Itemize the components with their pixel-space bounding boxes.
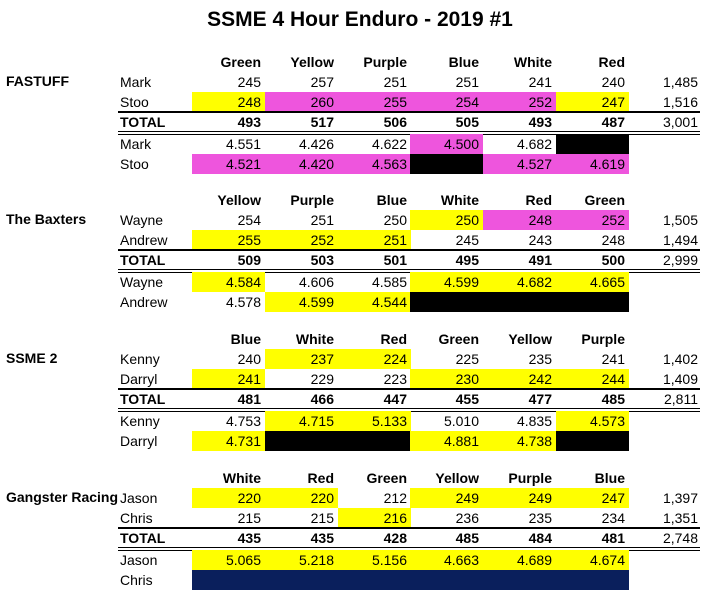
column-header: Purple bbox=[581, 331, 625, 347]
column-header: Green bbox=[584, 192, 625, 208]
lap-count-cell: 244 bbox=[556, 369, 629, 389]
team-name: FASTUFF bbox=[6, 73, 69, 89]
column-header-row bbox=[0, 468, 720, 488]
lap-time-cell: 4.835 bbox=[516, 413, 552, 429]
team-section bbox=[0, 52, 720, 177]
times-row bbox=[0, 550, 720, 570]
driver-total: 1,402 bbox=[662, 351, 698, 367]
lap-count-cell: 251 bbox=[383, 74, 407, 90]
total-cell: 493 bbox=[237, 114, 261, 130]
driver-total: 1,397 bbox=[662, 490, 698, 506]
driver-total: 1,516 bbox=[662, 94, 698, 110]
grand-total: 2,811 bbox=[664, 391, 698, 407]
lap-time-cell bbox=[410, 292, 483, 312]
lap-count-cell: 260 bbox=[265, 92, 338, 112]
driver-name: Wayne bbox=[120, 212, 164, 228]
lap-time-cell bbox=[338, 431, 411, 451]
times-row bbox=[0, 411, 720, 431]
total-cell: 517 bbox=[310, 114, 334, 130]
driver-total: 1,505 bbox=[662, 212, 698, 228]
total-label: TOTAL bbox=[120, 391, 166, 407]
lap-time-cell: 4.715 bbox=[265, 411, 338, 431]
laps-row bbox=[0, 92, 720, 112]
lap-time-cell: 4.663 bbox=[410, 550, 483, 570]
lap-time-cell: 4.563 bbox=[338, 154, 411, 174]
times-row bbox=[0, 292, 720, 312]
lap-count-cell: 224 bbox=[338, 349, 411, 369]
times-row bbox=[0, 570, 720, 590]
lap-time-cell bbox=[265, 570, 338, 590]
column-header: White bbox=[295, 331, 334, 347]
lap-count-cell: 234 bbox=[601, 510, 625, 526]
lap-count-cell: 247 bbox=[556, 92, 629, 112]
lap-time-cell: 4.585 bbox=[371, 274, 407, 290]
total-row bbox=[0, 250, 720, 270]
times-row bbox=[0, 272, 720, 292]
laps-row bbox=[0, 72, 720, 92]
lap-count-cell: 229 bbox=[310, 371, 334, 387]
column-header: Red bbox=[598, 54, 625, 70]
lap-time-cell: 4.584 bbox=[192, 272, 265, 292]
column-header: Yellow bbox=[290, 54, 334, 70]
lap-count-cell: 240 bbox=[237, 351, 261, 367]
lap-time-cell: 5.218 bbox=[265, 550, 338, 570]
lap-count-cell: 240 bbox=[601, 74, 625, 90]
lap-time-cell bbox=[338, 570, 411, 590]
page-title: SSME 4 Hour Enduro - 2019 #1 bbox=[207, 8, 513, 31]
lap-time-cell: 4.573 bbox=[556, 411, 629, 431]
driver-name: Mark bbox=[120, 136, 152, 152]
total-cell: 495 bbox=[455, 252, 479, 268]
lap-count-cell: 250 bbox=[410, 210, 483, 230]
lap-count-cell: 248 bbox=[192, 92, 265, 112]
lap-time-cell bbox=[265, 431, 338, 451]
total-cell: 491 bbox=[528, 252, 552, 268]
times-row bbox=[0, 134, 720, 154]
driver-name: Stoo bbox=[120, 94, 149, 110]
column-header: White bbox=[222, 470, 261, 486]
lap-time-cell: 4.606 bbox=[298, 274, 334, 290]
lap-count-cell: 212 bbox=[383, 490, 407, 506]
lap-count-cell: 235 bbox=[528, 351, 552, 367]
lap-time-cell: 4.881 bbox=[410, 431, 483, 451]
lap-count-cell: 251 bbox=[338, 230, 411, 250]
total-cell: 455 bbox=[455, 391, 479, 407]
team-name: SSME 2 bbox=[6, 350, 58, 366]
total-row bbox=[0, 112, 720, 132]
lap-count-cell: 257 bbox=[310, 74, 334, 90]
lap-time-cell: 4.682 bbox=[483, 272, 556, 292]
lap-time-cell bbox=[192, 570, 265, 590]
lap-count-cell: 241 bbox=[192, 369, 265, 389]
lap-time-cell: 4.689 bbox=[483, 550, 556, 570]
times-row bbox=[0, 154, 720, 174]
total-label: TOTAL bbox=[120, 530, 166, 546]
column-header: Yellow bbox=[508, 331, 552, 347]
lap-time-cell: 4.426 bbox=[298, 136, 334, 152]
lap-count-cell: 249 bbox=[410, 488, 483, 508]
total-cell: 428 bbox=[383, 530, 407, 546]
lap-time-cell bbox=[410, 154, 483, 174]
lap-count-cell: 245 bbox=[237, 74, 261, 90]
total-row bbox=[0, 528, 720, 548]
lap-count-cell: 236 bbox=[455, 510, 479, 526]
lap-time-cell bbox=[410, 570, 483, 590]
column-header: Purple bbox=[363, 54, 407, 70]
lap-count-cell: 252 bbox=[483, 92, 556, 112]
lap-time-cell: 4.753 bbox=[225, 413, 261, 429]
column-header: White bbox=[440, 192, 479, 208]
lap-count-cell: 250 bbox=[383, 212, 407, 228]
lap-time-cell: 4.674 bbox=[556, 550, 629, 570]
lap-count-cell: 248 bbox=[483, 210, 556, 230]
total-cell: 506 bbox=[383, 114, 407, 130]
lap-time-cell: 4.420 bbox=[265, 154, 338, 174]
total-cell: 487 bbox=[601, 114, 625, 130]
column-header: Purple bbox=[290, 192, 334, 208]
lap-time-cell: 5.156 bbox=[338, 550, 411, 570]
driver-total: 1,409 bbox=[662, 371, 698, 387]
total-label: TOTAL bbox=[120, 252, 166, 268]
lap-time-cell bbox=[483, 570, 556, 590]
column-header: Red bbox=[307, 470, 334, 486]
driver-total: 1,494 bbox=[662, 232, 698, 248]
column-header: Blue bbox=[230, 331, 261, 347]
lap-count-cell: 249 bbox=[483, 488, 556, 508]
lap-time-cell: 4.578 bbox=[225, 294, 261, 310]
driver-total: 1,485 bbox=[662, 74, 698, 90]
column-header: Yellow bbox=[217, 192, 261, 208]
driver-name: Chris bbox=[120, 510, 153, 526]
lap-count-cell: 251 bbox=[310, 212, 334, 228]
column-header: Blue bbox=[594, 470, 625, 486]
total-cell: 485 bbox=[601, 391, 625, 407]
lap-count-cell: 237 bbox=[265, 349, 338, 369]
lap-count-cell: 252 bbox=[556, 210, 629, 230]
column-header-row bbox=[0, 52, 720, 72]
column-header: Blue bbox=[376, 192, 407, 208]
lap-time-cell: 4.619 bbox=[556, 154, 629, 174]
lap-count-cell: 223 bbox=[383, 371, 407, 387]
laps-row bbox=[0, 349, 720, 369]
total-cell: 481 bbox=[601, 530, 625, 546]
lap-time-cell: 5.010 bbox=[443, 413, 479, 429]
driver-name: Kenny bbox=[120, 413, 160, 429]
lap-count-cell: 235 bbox=[528, 510, 552, 526]
lap-time-cell: 4.551 bbox=[225, 136, 261, 152]
lap-count-cell: 241 bbox=[528, 74, 552, 90]
total-cell: 477 bbox=[528, 391, 552, 407]
total-cell: 503 bbox=[310, 252, 334, 268]
lap-count-cell: 215 bbox=[237, 510, 261, 526]
lap-time-cell bbox=[483, 292, 556, 312]
total-cell: 435 bbox=[310, 530, 334, 546]
laps-row bbox=[0, 369, 720, 389]
lap-count-cell: 254 bbox=[237, 212, 261, 228]
times-row bbox=[0, 431, 720, 451]
lap-time-cell: 4.527 bbox=[483, 154, 556, 174]
total-cell: 481 bbox=[237, 391, 261, 407]
total-label: TOTAL bbox=[120, 114, 166, 130]
lap-time-cell: 4.682 bbox=[516, 136, 552, 152]
laps-row bbox=[0, 508, 720, 528]
column-header: Green bbox=[366, 470, 407, 486]
lap-time-cell: 5.133 bbox=[338, 411, 411, 431]
driver-name: Andrew bbox=[120, 232, 168, 248]
team-section bbox=[0, 468, 720, 591]
total-cell: 447 bbox=[383, 391, 407, 407]
column-header-row bbox=[0, 190, 720, 210]
total-cell: 484 bbox=[528, 530, 552, 546]
lap-time-cell bbox=[556, 134, 629, 154]
column-header-row bbox=[0, 329, 720, 349]
driver-name: Andrew bbox=[120, 294, 168, 310]
column-header: Green bbox=[438, 331, 479, 347]
column-header: Red bbox=[380, 331, 407, 347]
grand-total: 2,999 bbox=[662, 252, 698, 268]
lap-time-cell: 4.738 bbox=[483, 431, 556, 451]
total-row bbox=[0, 389, 720, 409]
lap-time-cell bbox=[556, 570, 629, 590]
column-header: Yellow bbox=[435, 470, 479, 486]
total-cell: 493 bbox=[528, 114, 552, 130]
driver-name: Jason bbox=[120, 552, 158, 568]
column-header: White bbox=[513, 54, 552, 70]
column-header: Red bbox=[525, 192, 552, 208]
team-section bbox=[0, 329, 720, 454]
lap-time-cell: 4.599 bbox=[410, 272, 483, 292]
lap-count-cell: 225 bbox=[455, 351, 479, 367]
grand-total: 2,748 bbox=[662, 530, 698, 546]
total-cell: 505 bbox=[455, 114, 479, 130]
lap-count-cell: 254 bbox=[410, 92, 483, 112]
driver-name: Mark bbox=[120, 74, 152, 90]
lap-time-cell: 4.665 bbox=[556, 272, 629, 292]
driver-name: Jason bbox=[120, 490, 158, 506]
lap-count-cell: 243 bbox=[528, 232, 552, 248]
lap-count-cell: 215 bbox=[310, 510, 334, 526]
lap-count-cell: 255 bbox=[192, 230, 265, 250]
lap-time-cell bbox=[556, 431, 629, 451]
driver-name: Darryl bbox=[120, 433, 158, 449]
driver-name: Chris bbox=[120, 572, 153, 588]
laps-row bbox=[0, 210, 720, 230]
lap-time-cell: 4.622 bbox=[371, 136, 407, 152]
lap-time-cell: 4.544 bbox=[338, 292, 411, 312]
total-cell: 466 bbox=[310, 391, 334, 407]
lap-count-cell: 247 bbox=[556, 488, 629, 508]
lap-count-cell: 251 bbox=[455, 74, 479, 90]
lap-count-cell: 242 bbox=[483, 369, 556, 389]
lap-count-cell: 245 bbox=[455, 232, 479, 248]
laps-row bbox=[0, 488, 720, 508]
team-name: Gangster Racing bbox=[6, 489, 119, 505]
total-cell: 509 bbox=[237, 252, 261, 268]
lap-time-cell: 4.500 bbox=[410, 134, 483, 154]
total-cell: 500 bbox=[601, 252, 625, 268]
lap-count-cell: 220 bbox=[192, 488, 265, 508]
driver-name: Kenny bbox=[120, 351, 160, 367]
driver-name: Wayne bbox=[120, 274, 164, 290]
total-cell: 501 bbox=[383, 252, 407, 268]
driver-total: 1,351 bbox=[662, 510, 698, 526]
team-section bbox=[0, 190, 720, 315]
driver-name: Darryl bbox=[120, 371, 158, 387]
column-header: Green bbox=[220, 54, 261, 70]
lap-time-cell bbox=[556, 292, 629, 312]
lap-count-cell: 230 bbox=[410, 369, 483, 389]
lap-count-cell: 241 bbox=[601, 351, 625, 367]
column-header: Purple bbox=[508, 470, 552, 486]
lap-count-cell: 252 bbox=[265, 230, 338, 250]
laps-row bbox=[0, 230, 720, 250]
lap-count-cell: 216 bbox=[338, 508, 411, 528]
lap-time-cell: 4.599 bbox=[265, 292, 338, 312]
lap-count-cell: 248 bbox=[601, 232, 625, 248]
total-cell: 485 bbox=[455, 530, 479, 546]
team-name: The Baxters bbox=[6, 211, 87, 227]
lap-time-cell: 5.065 bbox=[192, 550, 265, 570]
grand-total: 3,001 bbox=[662, 114, 698, 130]
column-header: Blue bbox=[448, 54, 479, 70]
lap-count-cell: 255 bbox=[338, 92, 411, 112]
lap-count-cell: 220 bbox=[265, 488, 338, 508]
driver-name: Stoo bbox=[120, 156, 149, 172]
lap-time-cell: 4.521 bbox=[192, 154, 265, 174]
lap-time-cell: 4.731 bbox=[192, 431, 265, 451]
total-cell: 435 bbox=[237, 530, 261, 546]
